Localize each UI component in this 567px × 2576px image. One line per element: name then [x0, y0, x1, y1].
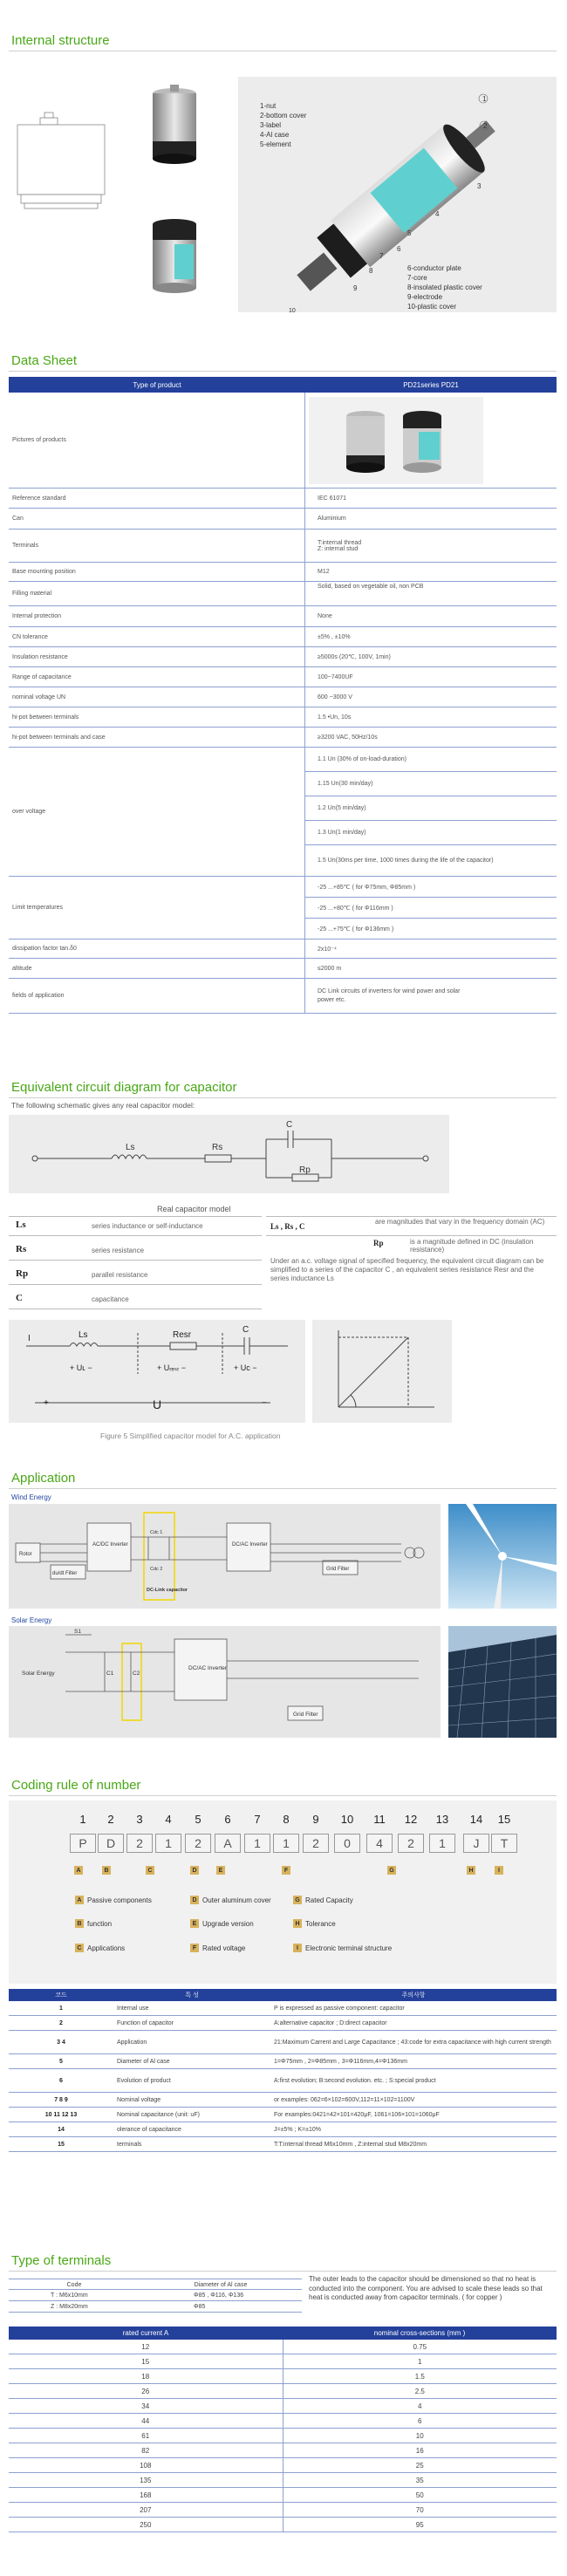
position-number: 15 [497, 1813, 511, 1826]
rp-label: Rp [299, 1165, 311, 1175]
table-row: 168 50 [9, 2488, 557, 2503]
table-row: CN tolerance ±5% , ±10% [9, 627, 557, 647]
svg-text:du/dt Filter: du/dt Filter [52, 1571, 78, 1576]
table-row: 18 1.5 [9, 2369, 557, 2384]
table-row: Reference standard IEC 61071 [9, 489, 557, 509]
legend-f: F Rated voltage [190, 1944, 245, 1952]
code-letter: T [491, 1834, 517, 1853]
rs-label: Rs [212, 1143, 223, 1152]
position-number: 4 [165, 1813, 172, 1826]
position-number: 13 [435, 1813, 449, 1826]
svg-text:C2: C2 [133, 1671, 140, 1677]
svg-text:DC/AC Inverter: DC/AC Inverter [188, 1665, 228, 1671]
table-row: altitude ≤2000 m [9, 959, 557, 979]
tag-f: F [282, 1866, 290, 1875]
table-row: 34 4 [9, 2399, 557, 2414]
divider [9, 1488, 557, 1489]
table-row: 44 6 [9, 2414, 557, 2429]
capacitor-photo-2 [144, 214, 205, 305]
svg-text:DC/AC Inverter: DC/AC Inverter [232, 1542, 268, 1548]
divider [9, 1097, 557, 1098]
divider [9, 2271, 557, 2272]
table-row: Z : M8x20mm Φ85 [9, 2301, 302, 2313]
svg-text:3: 3 [477, 182, 482, 190]
note-simplification: Under an a.c. voltage signal of specified frequency, the equivalent circuit diagram can be simplified to a series of the capacitor C , an equivalent series resistance Resr and the series inductance Ls [270, 1257, 544, 1282]
code-letter: 2 [126, 1834, 153, 1853]
code-letter: 4 [366, 1834, 393, 1853]
coding-rule-title: Coding rule of number [11, 1778, 141, 1793]
code-letter: 2 [398, 1834, 424, 1853]
code-letter: D [98, 1834, 124, 1853]
table-row: 15 1 [9, 2354, 557, 2369]
labels-group-a: 1-nut 2-bottom cover 3-label 4-Al case 5-element [260, 102, 307, 148]
svg-text:+: + [44, 1398, 49, 1408]
legend-i: I Electronic terminal structure [293, 1944, 392, 1952]
tag-e: E [216, 1866, 225, 1875]
table-row: Terminals T:internal thread Z: internal stud [9, 530, 557, 563]
divider [9, 1795, 557, 1796]
table-row: Can Aluminium [9, 509, 557, 530]
svg-text:+ Uʟ −: + Uʟ − [70, 1363, 92, 1372]
divider [9, 371, 557, 372]
ls-label: Ls [126, 1143, 135, 1152]
svg-text:8: 8 [369, 267, 373, 275]
coding-table [9, 1989, 557, 2152]
svg-text:4: 4 [435, 210, 440, 218]
position-number: 9 [312, 1813, 319, 1826]
solar-panel-photo [448, 1626, 557, 1738]
table-row: 250 95 [9, 2518, 557, 2532]
table-row: 2 Function of capacitor A:alternative capacitor ; D:direct capacitor [9, 2016, 557, 2031]
table-header: 코드 특 성 주의사항 [9, 1989, 557, 2001]
code-letter: 1 [155, 1834, 181, 1853]
table-row: 6 Evolution of product A:first evolution; B:second evolution. etc. ; S:special product [9, 2069, 557, 2093]
table-row: fields of application DC Link circuits of inverters for wind power and solar power etc. [9, 979, 557, 1014]
capacitor-photo-1 [144, 83, 205, 170]
equivalent-subtitle: The following schematic gives any real capacitor model: [11, 1101, 195, 1110]
table-header: rated current A nominal cross-sections (mm ) [9, 2327, 557, 2340]
labels-group-b: 6-conductor plate 7-core 8-insolated plastic cover 9-electrode 10-plastic cover [407, 264, 482, 311]
code-letter: A [215, 1834, 241, 1853]
table-row: 26 2.5 [9, 2384, 557, 2399]
param-rs: Rs [16, 1244, 27, 1254]
param-rp: Rp [16, 1268, 29, 1279]
table-row: 5 Diameter of Al case 1=Φ75mm , 2=Φ85mm , 3=Φ116mm,4=Φ136mm [9, 2054, 557, 2069]
table-row: 1 Internal use P is expressed as passive component: capacitor [9, 2001, 557, 2016]
table-row: hi-pot between terminals 1.5 •Un, 10s [9, 707, 557, 728]
wind-energy-label: Wind Energy [11, 1493, 51, 1501]
position-number: 14 [469, 1813, 483, 1826]
svg-text:10: 10 [289, 308, 296, 312]
table-row: 82 16 [9, 2443, 557, 2458]
position-number: 11 [373, 1813, 386, 1826]
svg-text:−: − [262, 1398, 267, 1408]
table-row: Base mounting position M12 [9, 563, 557, 582]
code-letter: P [70, 1834, 96, 1853]
svg-text:9: 9 [353, 284, 358, 292]
svg-text:U: U [153, 1397, 162, 1411]
tag-g: G [387, 1866, 396, 1875]
table-row: 61 10 [9, 2429, 557, 2443]
svg-text:+ Uᵣₑₛᵣ −: + Uᵣₑₛᵣ − [157, 1363, 187, 1372]
position-number: 10 [340, 1813, 354, 1826]
param-ls: Ls [16, 1220, 26, 1230]
legend-d: D Outer aluminum cover [190, 1896, 271, 1904]
solar-energy-label: Solar Energy [11, 1616, 52, 1624]
svg-text:Cdc 2: Cdc 2 [150, 1567, 163, 1572]
table-row: Insulation resistance ≥5000s (20℃, 100V, 1min) [9, 647, 557, 667]
position-number: 3 [136, 1813, 143, 1826]
application-title: Application [11, 1471, 76, 1486]
solar-diagram [9, 1626, 441, 1738]
table-row: 3 4 Application 21:Maximum Carrent and Large Capacitance ; 43:code for extra capacitance with high current strength [9, 2031, 557, 2054]
table-row: 12 0.75 [9, 2340, 557, 2354]
code-letter: 0 [334, 1834, 360, 1853]
svg-text:Grid Filter: Grid Filter [326, 1567, 350, 1572]
table-row: nominal voltage UN 600 ~3000 V [9, 687, 557, 707]
tag-h: H [467, 1866, 475, 1875]
internal-structure-title: Internal structure [11, 33, 110, 48]
legend-a: A Passive components [75, 1896, 152, 1904]
code-letter: 1 [273, 1834, 299, 1853]
svg-text:DC-Link capacitor: DC-Link capacitor [147, 1588, 188, 1593]
svg-text:6: 6 [397, 245, 401, 253]
svg-text:Cdc 1: Cdc 1 [150, 1530, 163, 1535]
c-label: C [286, 1120, 293, 1130]
legend-b: B function [75, 1919, 112, 1928]
code-letter: 1 [244, 1834, 270, 1853]
tag-b: B [102, 1866, 111, 1875]
svg-text:Rotor: Rotor [19, 1552, 32, 1557]
exploded-view-drawing [238, 77, 557, 312]
phasor-diagram [312, 1320, 452, 1423]
svg-text:Solar Energy: Solar Energy [22, 1671, 55, 1677]
table-row: 135 35 [9, 2473, 557, 2488]
svg-text:Resr: Resr [173, 1330, 192, 1340]
table-row: Range of capacitance 100~7400UF [9, 667, 557, 687]
position-number: 12 [404, 1813, 418, 1826]
wind-turbine-photo [448, 1504, 557, 1609]
table-row: T : M6x10mm Φ85 , Φ116, Φ136 [9, 2290, 302, 2301]
position-number: 8 [283, 1813, 290, 1826]
table-row: 7 8 9 Nominal voltage or examples: 062=6×102=600V,112=11×102=1100V [9, 2093, 557, 2108]
real-capacitor-caption: Real capacitor model [157, 1205, 231, 1213]
terminal-code-table: Code Diameter of Al case T : M6x10mm Φ85 , Φ116, Φ136 Z : M8x20mm Φ85 [9, 2279, 302, 2313]
simplified-model-diagram [9, 1320, 305, 1423]
table-header: Type of product PD21series PD21 [9, 377, 557, 393]
tag-i: I [495, 1866, 503, 1875]
svg-text:Ls: Ls [79, 1330, 88, 1340]
table-row: hi-pot between terminals and case ≥3200 VAC, 50Hz/10s [9, 728, 557, 748]
svg-text:1: 1 [482, 95, 487, 103]
code-letter: 1 [429, 1834, 455, 1853]
legend-e: E Upgrade version [190, 1919, 254, 1928]
table-row: 15 terminals T:T:internal thread M6x10mm , Z:internal stud M8x20mm [9, 2137, 557, 2152]
table-row: 10 11 12 13 Nominal capacitance (unit: uF) For examples:0421=42×101=420μF, 1061=106×101=1060μF [9, 2108, 557, 2122]
svg-text:2: 2 [483, 122, 488, 130]
svg-text:S1: S1 [74, 1629, 81, 1635]
svg-text:7: 7 [379, 252, 384, 260]
note-ls-rs-c: Ls , Rs , C [270, 1222, 305, 1231]
legend-c: C Applications [75, 1944, 125, 1952]
real-capacitor-diagram [9, 1115, 449, 1193]
i-label: I [28, 1334, 31, 1343]
param-c: C [16, 1293, 23, 1303]
svg-text:5: 5 [407, 229, 412, 237]
position-number: 5 [195, 1813, 202, 1826]
coding-panel [9, 1800, 557, 1984]
tag-a: A [74, 1866, 83, 1875]
svg-text:Grid Filter: Grid Filter [293, 1712, 318, 1718]
position-number: 1 [79, 1813, 86, 1826]
terminal-note: The outer leads to the capacitor should be dimensioned so that no heat is conducted into the component. You are advised to scale these leads so that heat is conducted away from capacitor terminals. ( for copper ) [309, 2275, 543, 2301]
data-sheet-table [9, 377, 557, 1014]
svg-text:+ Uᴄ −: + Uᴄ − [234, 1363, 257, 1372]
note-rp: Rp [373, 1239, 384, 1247]
table-row: 108 25 [9, 2458, 557, 2473]
terminals-title: Type of terminals [11, 2253, 112, 2268]
table-row: Limit temperatures -25 ...+85℃ ( for Φ75mm, Φ85mm ) -25 ...+80℃ ( for Φ116mm ) -25 ...+75℃ ( for Φ136mm ) [9, 877, 557, 940]
tag-d: D [190, 1866, 199, 1875]
svg-text:C: C [243, 1325, 249, 1335]
table-row: dissipation factor tan.δ0 2x10⁻⁴ [9, 940, 557, 959]
position-number: 6 [224, 1813, 231, 1826]
product-pictures [309, 397, 483, 484]
table-row: Filling material Solid, based on vegetable oil, non PCB [9, 582, 557, 606]
svg-text:C1: C1 [106, 1671, 114, 1677]
capacitor-outline-drawing [16, 109, 112, 222]
code-letter: J [463, 1834, 489, 1853]
svg-text:AC/DC Inverter: AC/DC Inverter [92, 1542, 128, 1548]
table-row: 14 olerance of capacitance J=±5% ; K=±10% [9, 2122, 557, 2137]
equivalent-circuit-title: Equivalent circuit diagram for capacitor [11, 1080, 237, 1095]
code-letter: 2 [185, 1834, 211, 1853]
table-row: 207 70 [9, 2503, 557, 2518]
table-row: over voltage 1.1 Un (30% of on-load-duration) 1.15 Un(30 min/day) 1.2 Un(5 min/day) 1.3 Un(1 min/day) 1.5 Un(30ms per time, 1000 times during the life of the capacitor) [9, 748, 557, 877]
legend-g: G Rated Capacity [293, 1896, 353, 1904]
data-sheet-title: Data Sheet [11, 353, 78, 368]
table-row: Internal protection None [9, 606, 557, 627]
figure-5-caption: Figure 5 Simplified capacitor model for A.C. application [100, 1431, 281, 1440]
code-letter: 2 [303, 1834, 329, 1853]
legend-h: H Tolerance [293, 1919, 336, 1928]
position-number: 2 [107, 1813, 114, 1826]
table-row: Pictures of products [9, 393, 557, 489]
wind-diagram [9, 1504, 441, 1609]
position-number: 7 [254, 1813, 261, 1826]
rated-current-table [9, 2327, 557, 2532]
tag-c: C [146, 1866, 154, 1875]
